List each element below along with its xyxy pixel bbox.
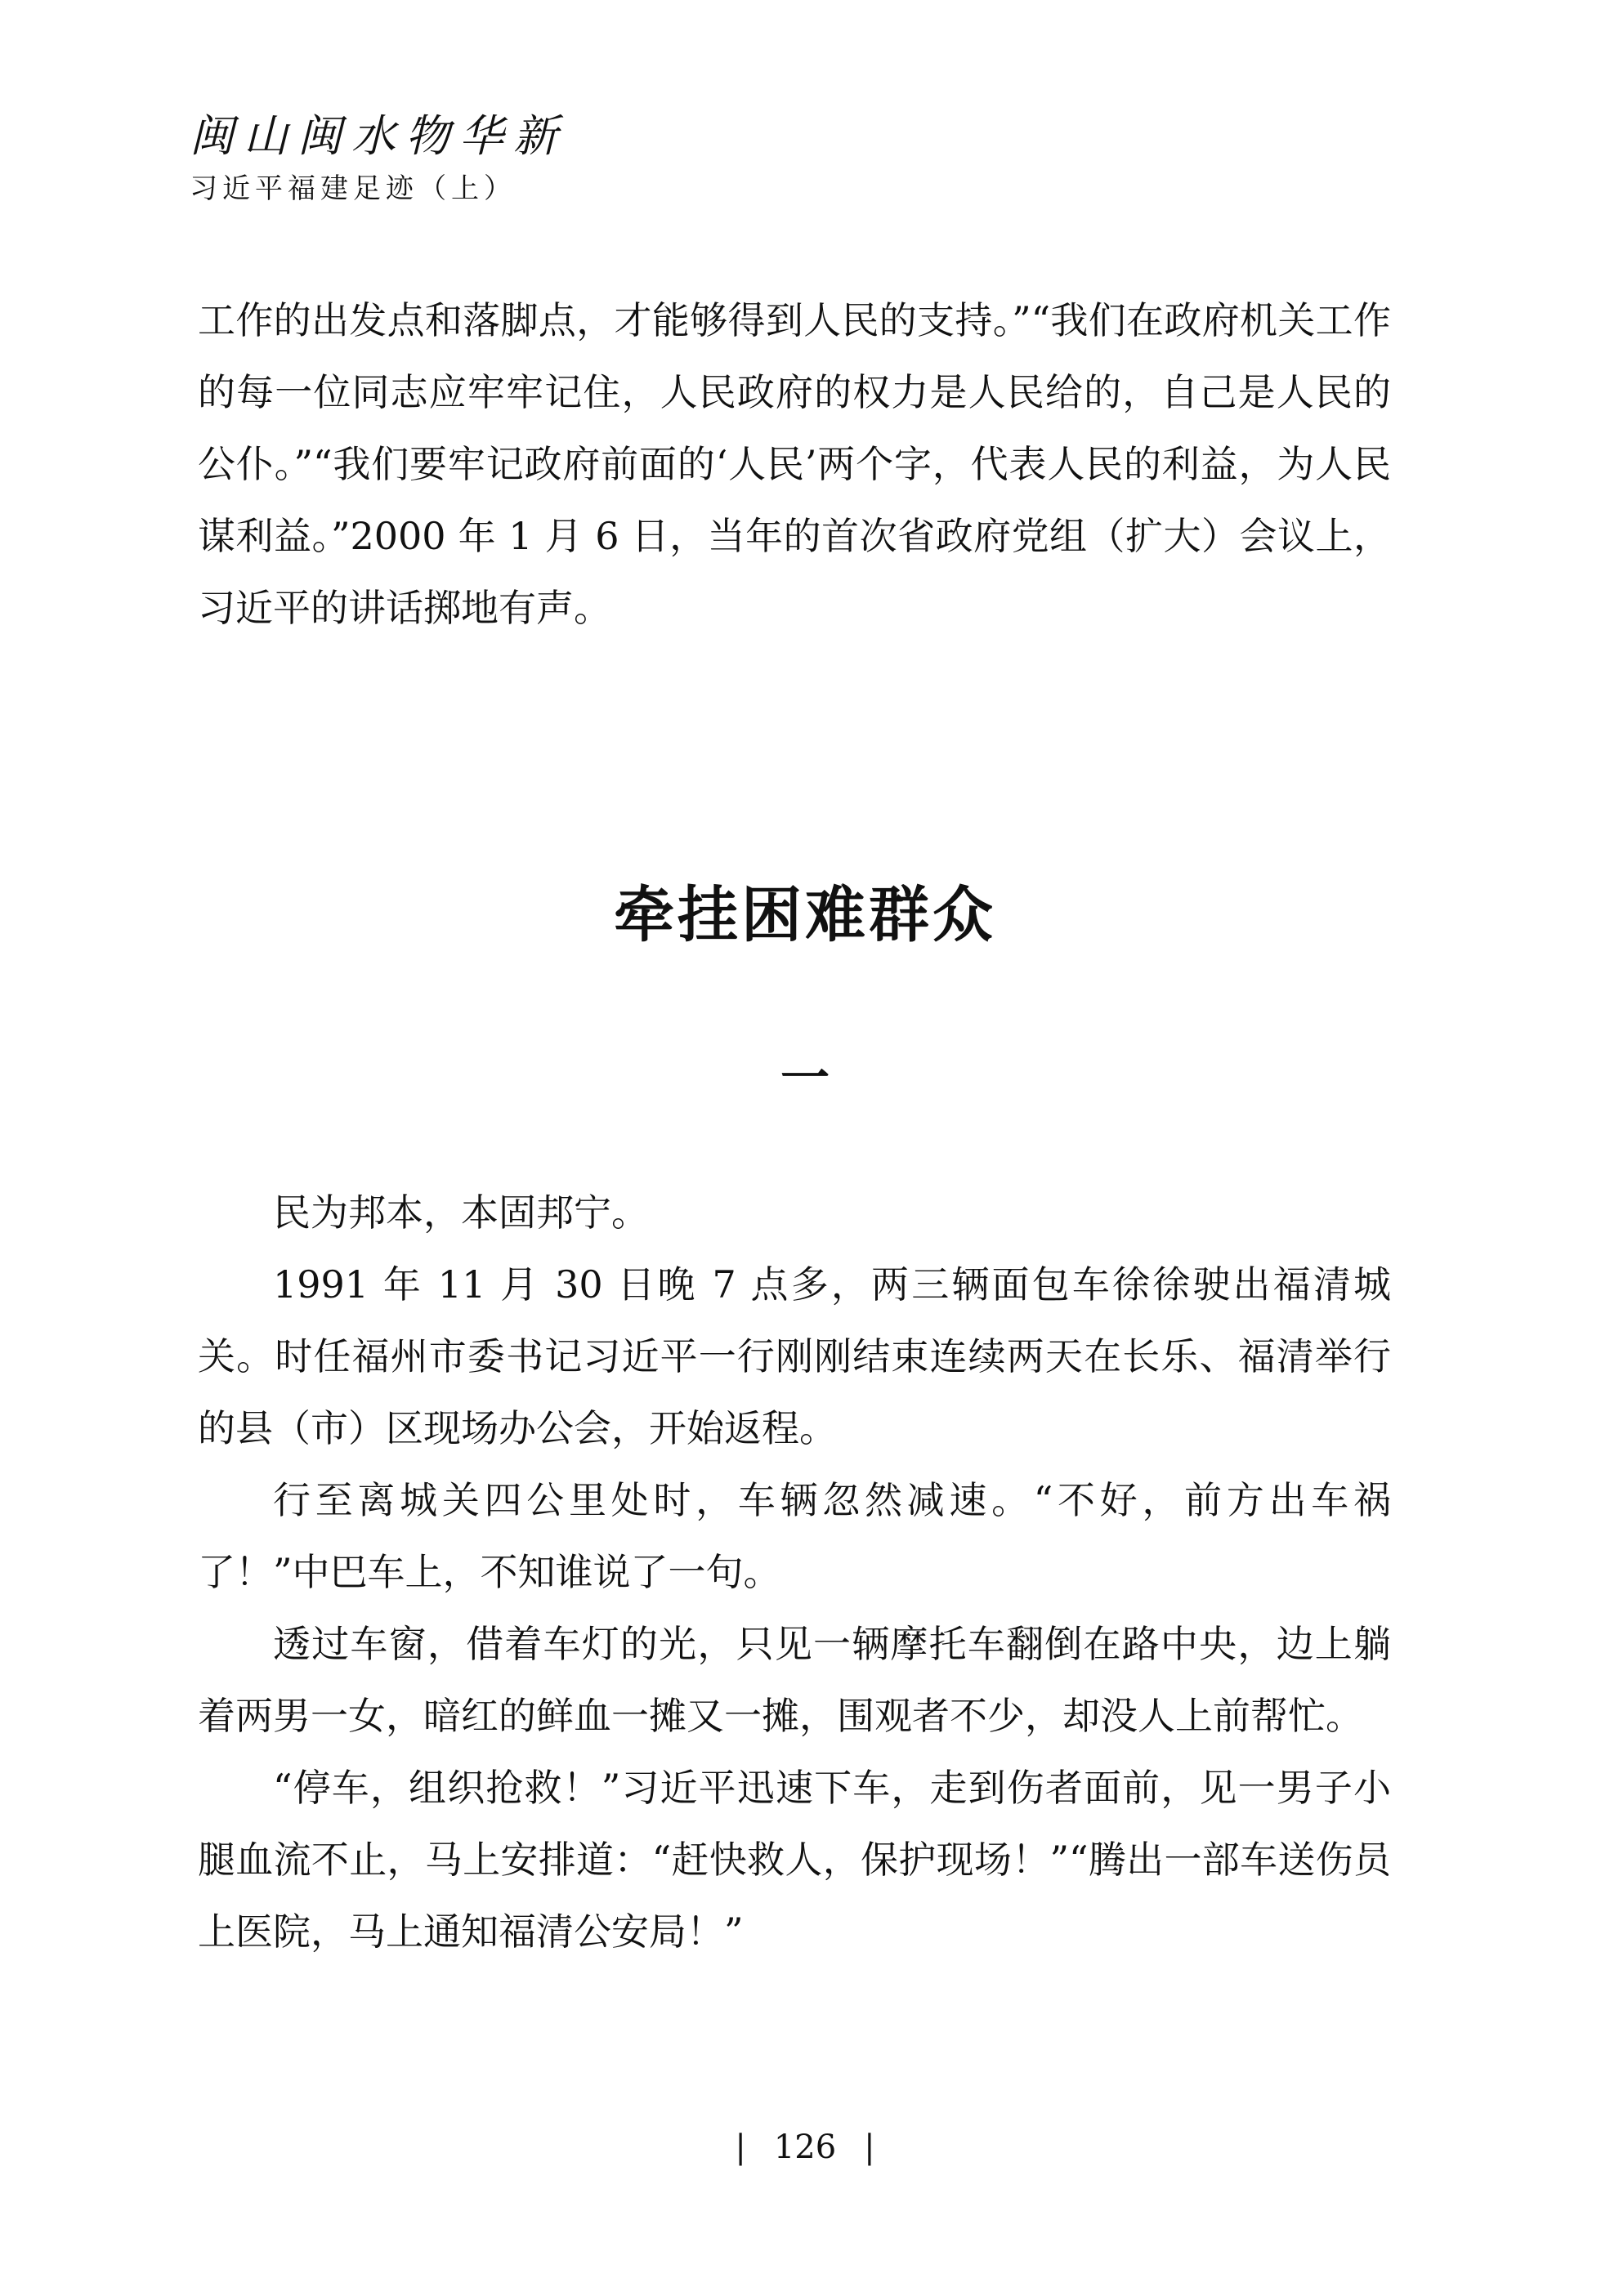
body-paragraph: 透过车窗，借着车灯的光，只见一辆摩托车翻倒在路中央，边上躺着两男一女，暗红的鲜血一摊又一摊，围观者不少，却没人上前帮忙。 bbox=[198, 1622, 1391, 1738]
body-text bbox=[198, 1177, 1391, 1968]
footer-bar-left: | bbox=[735, 2128, 746, 2166]
body-paragraph: 1991 年 11 月 30 日晚 7 点多，两三辆面包车徐徐驶出福清城关。时任福州市委书记习近平一行刚刚结束连续两天在长乐、福清举行的县（市）区现场办公会，开始返程。 bbox=[198, 1262, 1391, 1450]
running-head bbox=[190, 110, 567, 205]
section-number: 一 bbox=[780, 1050, 830, 1107]
page-number: 126 bbox=[773, 2128, 837, 2166]
body-paragraph: 行至离城关四公里处时，车辆忽然减速。“不好，前方出车祸了！”中巴车上，不知谁说了一句。 bbox=[198, 1478, 1391, 1594]
body-paragraph: “停车，组织抢救！”习近平迅速下车，走到伤者面前，见一男子小腿血流不止，马上安排道：“赶快救人，保护现场！”“腾出一部车送伤员上医院，马上通知福清公安局！” bbox=[198, 1766, 1391, 1954]
book-title: 闽山闽水物华新 bbox=[190, 110, 567, 162]
page-footer bbox=[0, 2128, 1610, 2166]
body-paragraph: 民为邦本，本固邦宁。 bbox=[273, 1190, 649, 1235]
continued-paragraph: 工作的出发点和落脚点，才能够得到人民的支持。”“我们在政府机关工作的每一位同志应牢牢记住，人民政府的权力是人民给的，自己是人民的公仆。”“我们要牢记政府前面的‘人民’两个字，代表人民的利益，为人民谋利益。”2000 年 1 月 6 日，当年的首次省政府党组（扩大）会议上，习近平的讲话掷地有声。 bbox=[198, 298, 1391, 630]
footer-bar-right: | bbox=[864, 2128, 875, 2166]
continued-paragraph-block bbox=[198, 284, 1391, 644]
section-title: 牵挂困难群众 bbox=[614, 880, 996, 951]
book-subtitle: 习近平福建足迹（上） bbox=[190, 172, 517, 205]
